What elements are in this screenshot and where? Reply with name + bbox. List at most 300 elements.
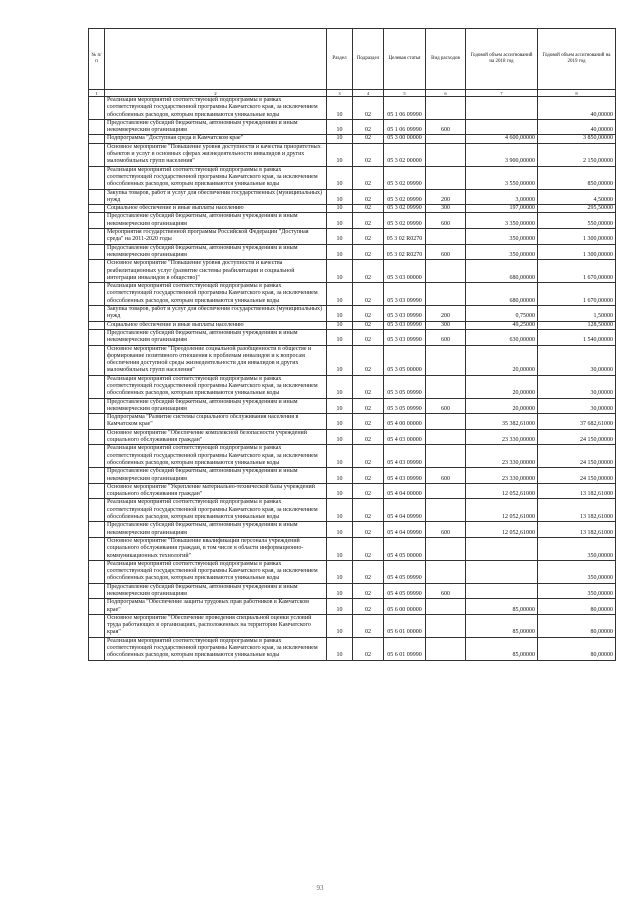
cell-target: 05 6 01 00000 xyxy=(384,614,426,637)
cell-num xyxy=(89,229,105,245)
cell-subsection: 02 xyxy=(353,483,384,499)
table-row xyxy=(89,414,616,430)
cell-amount-2018: 20,00000 xyxy=(466,345,538,375)
cell-expense-type xyxy=(426,260,466,283)
cell-section: 10 xyxy=(327,345,353,375)
table-row xyxy=(89,166,616,189)
cell-amount-2019: 1 300,00000 xyxy=(538,244,616,260)
cell-expense-type xyxy=(426,229,466,245)
cell-target: 05 3 02 R0270 xyxy=(384,244,426,260)
table-row xyxy=(89,375,616,398)
table-row xyxy=(89,213,616,229)
cell-section: 10 xyxy=(327,119,353,135)
cell-num xyxy=(89,321,105,329)
cell-expense-type xyxy=(426,97,466,120)
cell-subsection: 02 xyxy=(353,135,384,143)
cell-amount-2018: 12 052,61000 xyxy=(466,522,538,538)
cell-num xyxy=(89,429,105,445)
cell-subsection: 02 xyxy=(353,414,384,430)
header-row xyxy=(89,29,616,90)
cell-name: Основное мероприятие "Обеспечение комплексной безопасности учреждений социального обслуживания граждан" xyxy=(105,429,327,445)
cell-amount-2018 xyxy=(466,97,538,120)
cell-subsection: 02 xyxy=(353,229,384,245)
cell-amount-2019: 350,00000 xyxy=(538,583,616,599)
cell-amount-2019: 350,00000 xyxy=(538,560,616,583)
cell-num xyxy=(89,135,105,143)
cell-amount-2019: 13 182,61000 xyxy=(538,499,616,522)
table-row xyxy=(89,135,616,143)
cell-amount-2018: 3,00000 xyxy=(466,189,538,205)
cell-num xyxy=(89,143,105,166)
cell-target: 05 3 03 09990 xyxy=(384,321,426,329)
cell-target: 05 1 06 09990 xyxy=(384,97,426,120)
cell-amount-2019: 550,00000 xyxy=(538,213,616,229)
cell-amount-2019: 1 300,00000 xyxy=(538,229,616,245)
cell-amount-2018: 3 900,00000 xyxy=(466,143,538,166)
cell-amount-2019: 295,50000 xyxy=(538,205,616,213)
header-num: № п/п xyxy=(89,29,105,90)
header-target: Целевая статья xyxy=(384,29,426,90)
column-index: 1 xyxy=(89,90,105,97)
header-section: Раздел xyxy=(327,29,353,90)
cell-num xyxy=(89,414,105,430)
cell-num xyxy=(89,119,105,135)
cell-amount-2018: 0,75000 xyxy=(466,306,538,322)
cell-amount-2019: 40,00000 xyxy=(538,119,616,135)
cell-subsection: 02 xyxy=(353,637,384,660)
header-amount-2019: Годовой объем ассигнований на 2019 год xyxy=(538,29,616,90)
cell-name: Реализация мероприятий соответствующей подпрограммы в рамках соответствующей государственной программы Камчатского края, за исключением обособленных расходов, которым присваиваются уникальные коды xyxy=(105,375,327,398)
table-row xyxy=(89,637,616,660)
cell-num xyxy=(89,499,105,522)
cell-num xyxy=(89,213,105,229)
column-index-row xyxy=(89,90,616,97)
cell-name: Реализация мероприятий соответствующей подпрограммы в рамках соответствующей государственной программы Камчатского края, за исключением обособленных расходов, которым присваиваются уникальные коды xyxy=(105,283,327,306)
cell-subsection: 02 xyxy=(353,468,384,484)
cell-target: 05 6 00 00000 xyxy=(384,599,426,615)
cell-subsection: 02 xyxy=(353,375,384,398)
cell-amount-2018 xyxy=(466,119,538,135)
cell-subsection: 02 xyxy=(353,119,384,135)
header-subsection: Подраздел xyxy=(353,29,384,90)
cell-amount-2019: 350,00000 xyxy=(538,537,616,560)
cell-amount-2018: 20,00000 xyxy=(466,375,538,398)
table-row xyxy=(89,499,616,522)
cell-target: 05 4 05 00000 xyxy=(384,537,426,560)
cell-name: Основное мероприятие "Повышение уровня доступности и качества приоритетных объектов и услуг в основных сферах жизнедеятельности инвалидов и других маломобильных групп населения" xyxy=(105,143,327,166)
cell-amount-2019: 13 182,61000 xyxy=(538,522,616,538)
cell-subsection: 02 xyxy=(353,283,384,306)
cell-num xyxy=(89,445,105,468)
cell-name: Социальное обеспечение и иные выплаты населению xyxy=(105,321,327,329)
cell-amount-2018: 630,00000 xyxy=(466,329,538,345)
cell-amount-2019: 80,00000 xyxy=(538,599,616,615)
cell-expense-type xyxy=(426,135,466,143)
cell-section: 10 xyxy=(327,329,353,345)
cell-subsection: 02 xyxy=(353,345,384,375)
table-row xyxy=(89,583,616,599)
cell-section: 10 xyxy=(327,522,353,538)
table-row xyxy=(89,189,616,205)
cell-target: 05 3 02 R0270 xyxy=(384,229,426,245)
cell-amount-2018: 35 382,61000 xyxy=(466,414,538,430)
cell-amount-2018 xyxy=(466,537,538,560)
cell-name: Мероприятия государственной программы Российской Федерации "Доступная среда" на 2011-2020 годы xyxy=(105,229,327,245)
cell-name: Основное мероприятие "Повышение квалификации персонала учреждений социального обслуживания граждан, в том числе в области информационно-коммуникационных технологий" xyxy=(105,537,327,560)
cell-num xyxy=(89,97,105,120)
cell-expense-type: 300 xyxy=(426,205,466,213)
cell-num xyxy=(89,260,105,283)
table-row xyxy=(89,229,616,245)
cell-num xyxy=(89,189,105,205)
table-row xyxy=(89,143,616,166)
cell-expense-type xyxy=(426,429,466,445)
cell-amount-2018: 49,25000 xyxy=(466,321,538,329)
cell-expense-type: 600 xyxy=(426,213,466,229)
cell-section: 10 xyxy=(327,135,353,143)
cell-amount-2019: 1 670,00000 xyxy=(538,260,616,283)
cell-name: Реализация мероприятий соответствующей подпрограммы в рамках соответствующей государственной программы Камчатского края, за исключением обособленных расходов, которым присваиваются уникальные коды xyxy=(105,499,327,522)
cell-expense-type: 200 xyxy=(426,189,466,205)
cell-amount-2019: 1 540,00000 xyxy=(538,329,616,345)
cell-section: 10 xyxy=(327,637,353,660)
cell-amount-2019: 30,00000 xyxy=(538,375,616,398)
cell-amount-2019: 24 150,00000 xyxy=(538,429,616,445)
cell-section: 10 xyxy=(327,166,353,189)
cell-num xyxy=(89,329,105,345)
cell-expense-type: 600 xyxy=(426,244,466,260)
cell-subsection: 02 xyxy=(353,560,384,583)
cell-amount-2019: 30,00000 xyxy=(538,345,616,375)
cell-target: 05 3 02 09990 xyxy=(384,213,426,229)
table-row xyxy=(89,260,616,283)
cell-section: 10 xyxy=(327,97,353,120)
cell-section: 10 xyxy=(327,260,353,283)
table-row xyxy=(89,97,616,120)
cell-target: 05 3 02 09990 xyxy=(384,166,426,189)
cell-section: 10 xyxy=(327,213,353,229)
cell-num xyxy=(89,599,105,615)
cell-name: Подпрограмма "Обеспечение защиты трудовых прав работников в Камчатском крае" xyxy=(105,599,327,615)
cell-amount-2019: 24 150,00000 xyxy=(538,468,616,484)
cell-subsection: 02 xyxy=(353,614,384,637)
cell-amount-2019: 1 670,00000 xyxy=(538,283,616,306)
cell-amount-2019: 30,00000 xyxy=(538,398,616,414)
cell-target: 05 4 05 09990 xyxy=(384,583,426,599)
cell-amount-2019: 24 150,00000 xyxy=(538,445,616,468)
table-row xyxy=(89,445,616,468)
cell-section: 10 xyxy=(327,614,353,637)
column-index: 7 xyxy=(466,90,538,97)
cell-expense-type: 200 xyxy=(426,306,466,322)
cell-section: 10 xyxy=(327,321,353,329)
cell-name: Подпрограмма "Развитие системы социального обслуживания населения в Камчатском крае" xyxy=(105,414,327,430)
table-row xyxy=(89,205,616,213)
cell-subsection: 02 xyxy=(353,398,384,414)
cell-amount-2019: 40,00000 xyxy=(538,97,616,120)
cell-amount-2018: 680,00000 xyxy=(466,283,538,306)
cell-target: 05 3 03 09990 xyxy=(384,306,426,322)
cell-section: 10 xyxy=(327,429,353,445)
cell-num xyxy=(89,244,105,260)
cell-section: 10 xyxy=(327,560,353,583)
cell-target: 05 1 06 09990 xyxy=(384,119,426,135)
cell-section: 10 xyxy=(327,283,353,306)
cell-section: 10 xyxy=(327,483,353,499)
cell-amount-2018: 680,00000 xyxy=(466,260,538,283)
cell-target: 05 3 05 00000 xyxy=(384,345,426,375)
cell-amount-2018: 3 550,00000 xyxy=(466,166,538,189)
cell-subsection: 02 xyxy=(353,599,384,615)
cell-num xyxy=(89,560,105,583)
table-row xyxy=(89,306,616,322)
cell-amount-2019: 80,00000 xyxy=(538,614,616,637)
cell-num xyxy=(89,205,105,213)
cell-expense-type: 600 xyxy=(426,119,466,135)
cell-expense-type: 600 xyxy=(426,468,466,484)
cell-expense-type xyxy=(426,283,466,306)
cell-section: 10 xyxy=(327,414,353,430)
cell-name: Основное мероприятие "Преодоление социальной разобщенности в обществе и формирование позитивного отношения к проблемам инвалидов и к вопросам обеспечения доступной среды жизнедеятельности для инвалидов и других маломобильных групп населения" xyxy=(105,345,327,375)
cell-section: 10 xyxy=(327,583,353,599)
table-row xyxy=(89,119,616,135)
cell-section: 10 xyxy=(327,229,353,245)
cell-subsection: 02 xyxy=(353,213,384,229)
cell-expense-type xyxy=(426,614,466,637)
cell-expense-type: 300 xyxy=(426,321,466,329)
table-row xyxy=(89,429,616,445)
cell-name: Предоставление субсидий бюджетным, автономным учреждениям и иным некоммерческим организациям xyxy=(105,244,327,260)
table-row xyxy=(89,329,616,345)
cell-section: 10 xyxy=(327,537,353,560)
cell-amount-2019: 128,50000 xyxy=(538,321,616,329)
cell-amount-2018: 23 330,00000 xyxy=(466,429,538,445)
cell-num xyxy=(89,637,105,660)
cell-amount-2018: 350,00000 xyxy=(466,229,538,245)
cell-num xyxy=(89,283,105,306)
cell-amount-2019: 2 150,00000 xyxy=(538,143,616,166)
cell-amount-2019: 13 182,61000 xyxy=(538,483,616,499)
cell-expense-type xyxy=(426,166,466,189)
cell-target: 05 4 05 09990 xyxy=(384,560,426,583)
table-row xyxy=(89,468,616,484)
cell-amount-2018: 23 330,00000 xyxy=(466,445,538,468)
cell-name: Предоставление субсидий бюджетным, автономным учреждениям и иным некоммерческим организациям xyxy=(105,119,327,135)
table-row xyxy=(89,398,616,414)
table-row xyxy=(89,483,616,499)
cell-expense-type xyxy=(426,143,466,166)
cell-expense-type xyxy=(426,414,466,430)
cell-target: 05 3 02 09990 xyxy=(384,189,426,205)
cell-subsection: 02 xyxy=(353,189,384,205)
cell-expense-type xyxy=(426,483,466,499)
cell-num xyxy=(89,583,105,599)
cell-subsection: 02 xyxy=(353,537,384,560)
cell-subsection: 02 xyxy=(353,445,384,468)
cell-expense-type xyxy=(426,637,466,660)
cell-section: 10 xyxy=(327,205,353,213)
cell-subsection: 02 xyxy=(353,260,384,283)
cell-target: 05 3 00 00000 xyxy=(384,135,426,143)
cell-num xyxy=(89,375,105,398)
cell-name: Предоставление субсидий бюджетным, автономным учреждениям и иным некоммерческим организациям xyxy=(105,583,327,599)
cell-target: 05 4 04 09990 xyxy=(384,499,426,522)
cell-subsection: 02 xyxy=(353,143,384,166)
cell-subsection: 02 xyxy=(353,522,384,538)
cell-amount-2019: 1,50000 xyxy=(538,306,616,322)
cell-name: Закупка товаров, работ и услуг для обеспечения государственных (муниципальных) нужд xyxy=(105,189,327,205)
cell-expense-type: 600 xyxy=(426,583,466,599)
cell-expense-type: 600 xyxy=(426,329,466,345)
cell-expense-type: 600 xyxy=(426,522,466,538)
cell-name: Основное мероприятие "Повышение уровня доступности и качества реабилитационных услуг (развитие системы реабилитации и социальной интеграции инвалидов в общество)" xyxy=(105,260,327,283)
table-row xyxy=(89,599,616,615)
cell-amount-2018: 4 600,00000 xyxy=(466,135,538,143)
cell-section: 10 xyxy=(327,468,353,484)
cell-name: Реализация мероприятий соответствующей подпрограммы в рамках соответствующей государственной программы Камчатского края, за исключением обособленных расходов, которым присваиваются уникальные коды xyxy=(105,97,327,120)
cell-amount-2018 xyxy=(466,560,538,583)
cell-target: 05 4 04 09990 xyxy=(384,522,426,538)
cell-expense-type: 600 xyxy=(426,398,466,414)
cell-expense-type xyxy=(426,537,466,560)
cell-num xyxy=(89,166,105,189)
cell-amount-2018: 197,00000 xyxy=(466,205,538,213)
cell-target: 05 4 03 09990 xyxy=(384,468,426,484)
cell-target: 05 3 03 00000 xyxy=(384,260,426,283)
cell-num xyxy=(89,468,105,484)
cell-num xyxy=(89,306,105,322)
cell-name: Закупка товаров, работ и услуг для обеспечения государственных (муниципальных) нужд xyxy=(105,306,327,322)
cell-target: 05 3 03 09990 xyxy=(384,329,426,345)
cell-subsection: 02 xyxy=(353,244,384,260)
cell-amount-2018: 12 052,61000 xyxy=(466,499,538,522)
cell-amount-2018: 85,00000 xyxy=(466,614,538,637)
cell-subsection: 02 xyxy=(353,329,384,345)
cell-amount-2018: 23 330,00000 xyxy=(466,468,538,484)
cell-section: 10 xyxy=(327,306,353,322)
cell-subsection: 02 xyxy=(353,583,384,599)
cell-section: 10 xyxy=(327,143,353,166)
cell-name: Предоставление субсидий бюджетным, автономным учреждениям и иным некоммерческим организациям xyxy=(105,522,327,538)
table-row xyxy=(89,560,616,583)
cell-target: 05 3 02 00000 xyxy=(384,143,426,166)
cell-subsection: 02 xyxy=(353,499,384,522)
cell-name: Основное мероприятие "Укрепление материально-технической базы учреждений социального обслуживания граждан" xyxy=(105,483,327,499)
table-row xyxy=(89,522,616,538)
cell-subsection: 02 xyxy=(353,306,384,322)
cell-amount-2018: 85,00000 xyxy=(466,637,538,660)
cell-subsection: 02 xyxy=(353,166,384,189)
table-row xyxy=(89,283,616,306)
cell-subsection: 02 xyxy=(353,429,384,445)
cell-amount-2018: 12 052,61000 xyxy=(466,483,538,499)
cell-section: 10 xyxy=(327,375,353,398)
cell-section: 10 xyxy=(327,445,353,468)
cell-name: Предоставление субсидий бюджетным, автономным учреждениям и иным некоммерческим организациям xyxy=(105,329,327,345)
cell-name: Предоставление субсидий бюджетным, автономным учреждениям и иным некоммерческим организациям xyxy=(105,213,327,229)
cell-section: 10 xyxy=(327,398,353,414)
cell-name: Реализация мероприятий соответствующей подпрограммы в рамках соответствующей государственной программы Камчатского края, за исключением обособленных расходов, которым присваиваются уникальные коды xyxy=(105,166,327,189)
header-name xyxy=(105,29,327,90)
cell-target: 05 3 05 09990 xyxy=(384,398,426,414)
column-index: 3 xyxy=(327,90,353,97)
budget-table xyxy=(88,28,616,661)
table-body xyxy=(89,97,616,661)
cell-subsection: 02 xyxy=(353,205,384,213)
cell-num xyxy=(89,398,105,414)
cell-amount-2018: 85,00000 xyxy=(466,599,538,615)
cell-expense-type xyxy=(426,560,466,583)
cell-target: 05 4 04 00000 xyxy=(384,483,426,499)
page-number: 93 xyxy=(316,884,324,892)
cell-num xyxy=(89,522,105,538)
table-row xyxy=(89,244,616,260)
cell-amount-2019: 3 850,00000 xyxy=(538,135,616,143)
cell-amount-2018: 350,00000 xyxy=(466,244,538,260)
cell-expense-type xyxy=(426,499,466,522)
cell-name: Подпрограмма "Доступная среда в Камчатском крае" xyxy=(105,135,327,143)
cell-target: 05 4 03 09990 xyxy=(384,445,426,468)
cell-amount-2019: 4,50000 xyxy=(538,189,616,205)
cell-subsection: 02 xyxy=(353,321,384,329)
cell-target: 05 4 00 00000 xyxy=(384,414,426,430)
cell-expense-type xyxy=(426,375,466,398)
column-index: 8 xyxy=(538,90,616,97)
cell-target: 05 3 05 09990 xyxy=(384,375,426,398)
table-row xyxy=(89,537,616,560)
cell-amount-2018: 3 350,00000 xyxy=(466,213,538,229)
cell-name: Предоставление субсидий бюджетным, автономным учреждениям и иным некоммерческим организациям xyxy=(105,398,327,414)
cell-amount-2019: 37 682,61000 xyxy=(538,414,616,430)
cell-expense-type xyxy=(426,445,466,468)
cell-target: 05 3 02 09990 xyxy=(384,205,426,213)
table-row xyxy=(89,614,616,637)
cell-name: Основное мероприятие "Обеспечение проведения специальной оценки условий труда работающих в организациях, расположенных на территории Камчатского края" xyxy=(105,614,327,637)
column-index: 6 xyxy=(426,90,466,97)
cell-target: 05 4 03 00000 xyxy=(384,429,426,445)
cell-subsection: 02 xyxy=(353,97,384,120)
cell-num xyxy=(89,537,105,560)
cell-amount-2018 xyxy=(466,583,538,599)
cell-target: 05 3 03 09990 xyxy=(384,283,426,306)
cell-name: Реализация мероприятий соответствующей подпрограммы в рамках соответствующей государственной программы Камчатского края, за исключением обособленных расходов, которым присваиваются уникальные коды xyxy=(105,637,327,660)
cell-target: 05 6 01 09990 xyxy=(384,637,426,660)
cell-section: 10 xyxy=(327,499,353,522)
cell-expense-type xyxy=(426,599,466,615)
table-row xyxy=(89,345,616,375)
cell-name: Реализация мероприятий соответствующей подпрограммы в рамках соответствующей государственной программы Камчатского края, за исключением обособленных расходов, которым присваиваются уникальные коды xyxy=(105,445,327,468)
column-index: 5 xyxy=(384,90,426,97)
cell-section: 10 xyxy=(327,599,353,615)
column-index: 4 xyxy=(353,90,384,97)
cell-num xyxy=(89,614,105,637)
cell-section: 10 xyxy=(327,244,353,260)
cell-num xyxy=(89,345,105,375)
cell-num xyxy=(89,483,105,499)
cell-name: Реализация мероприятий соответствующей подпрограммы в рамках соответствующей государственной программы Камчатского края, за исключением обособленных расходов, которым присваиваются уникальные коды xyxy=(105,560,327,583)
cell-name: Социальное обеспечение и иные выплаты населению xyxy=(105,205,327,213)
header-expense-type: Вид расходов xyxy=(426,29,466,90)
cell-expense-type xyxy=(426,345,466,375)
cell-amount-2019: 80,00000 xyxy=(538,637,616,660)
table-row xyxy=(89,321,616,329)
cell-amount-2018: 20,00000 xyxy=(466,398,538,414)
header-amount-2018: Годовой объем ассигнований на 2018 год xyxy=(466,29,538,90)
cell-name: Предоставление субсидий бюджетным, автономным учреждениям и иным некоммерческим организациям xyxy=(105,468,327,484)
cell-section: 10 xyxy=(327,189,353,205)
cell-amount-2019: 850,00000 xyxy=(538,166,616,189)
column-index: 2 xyxy=(105,90,327,97)
